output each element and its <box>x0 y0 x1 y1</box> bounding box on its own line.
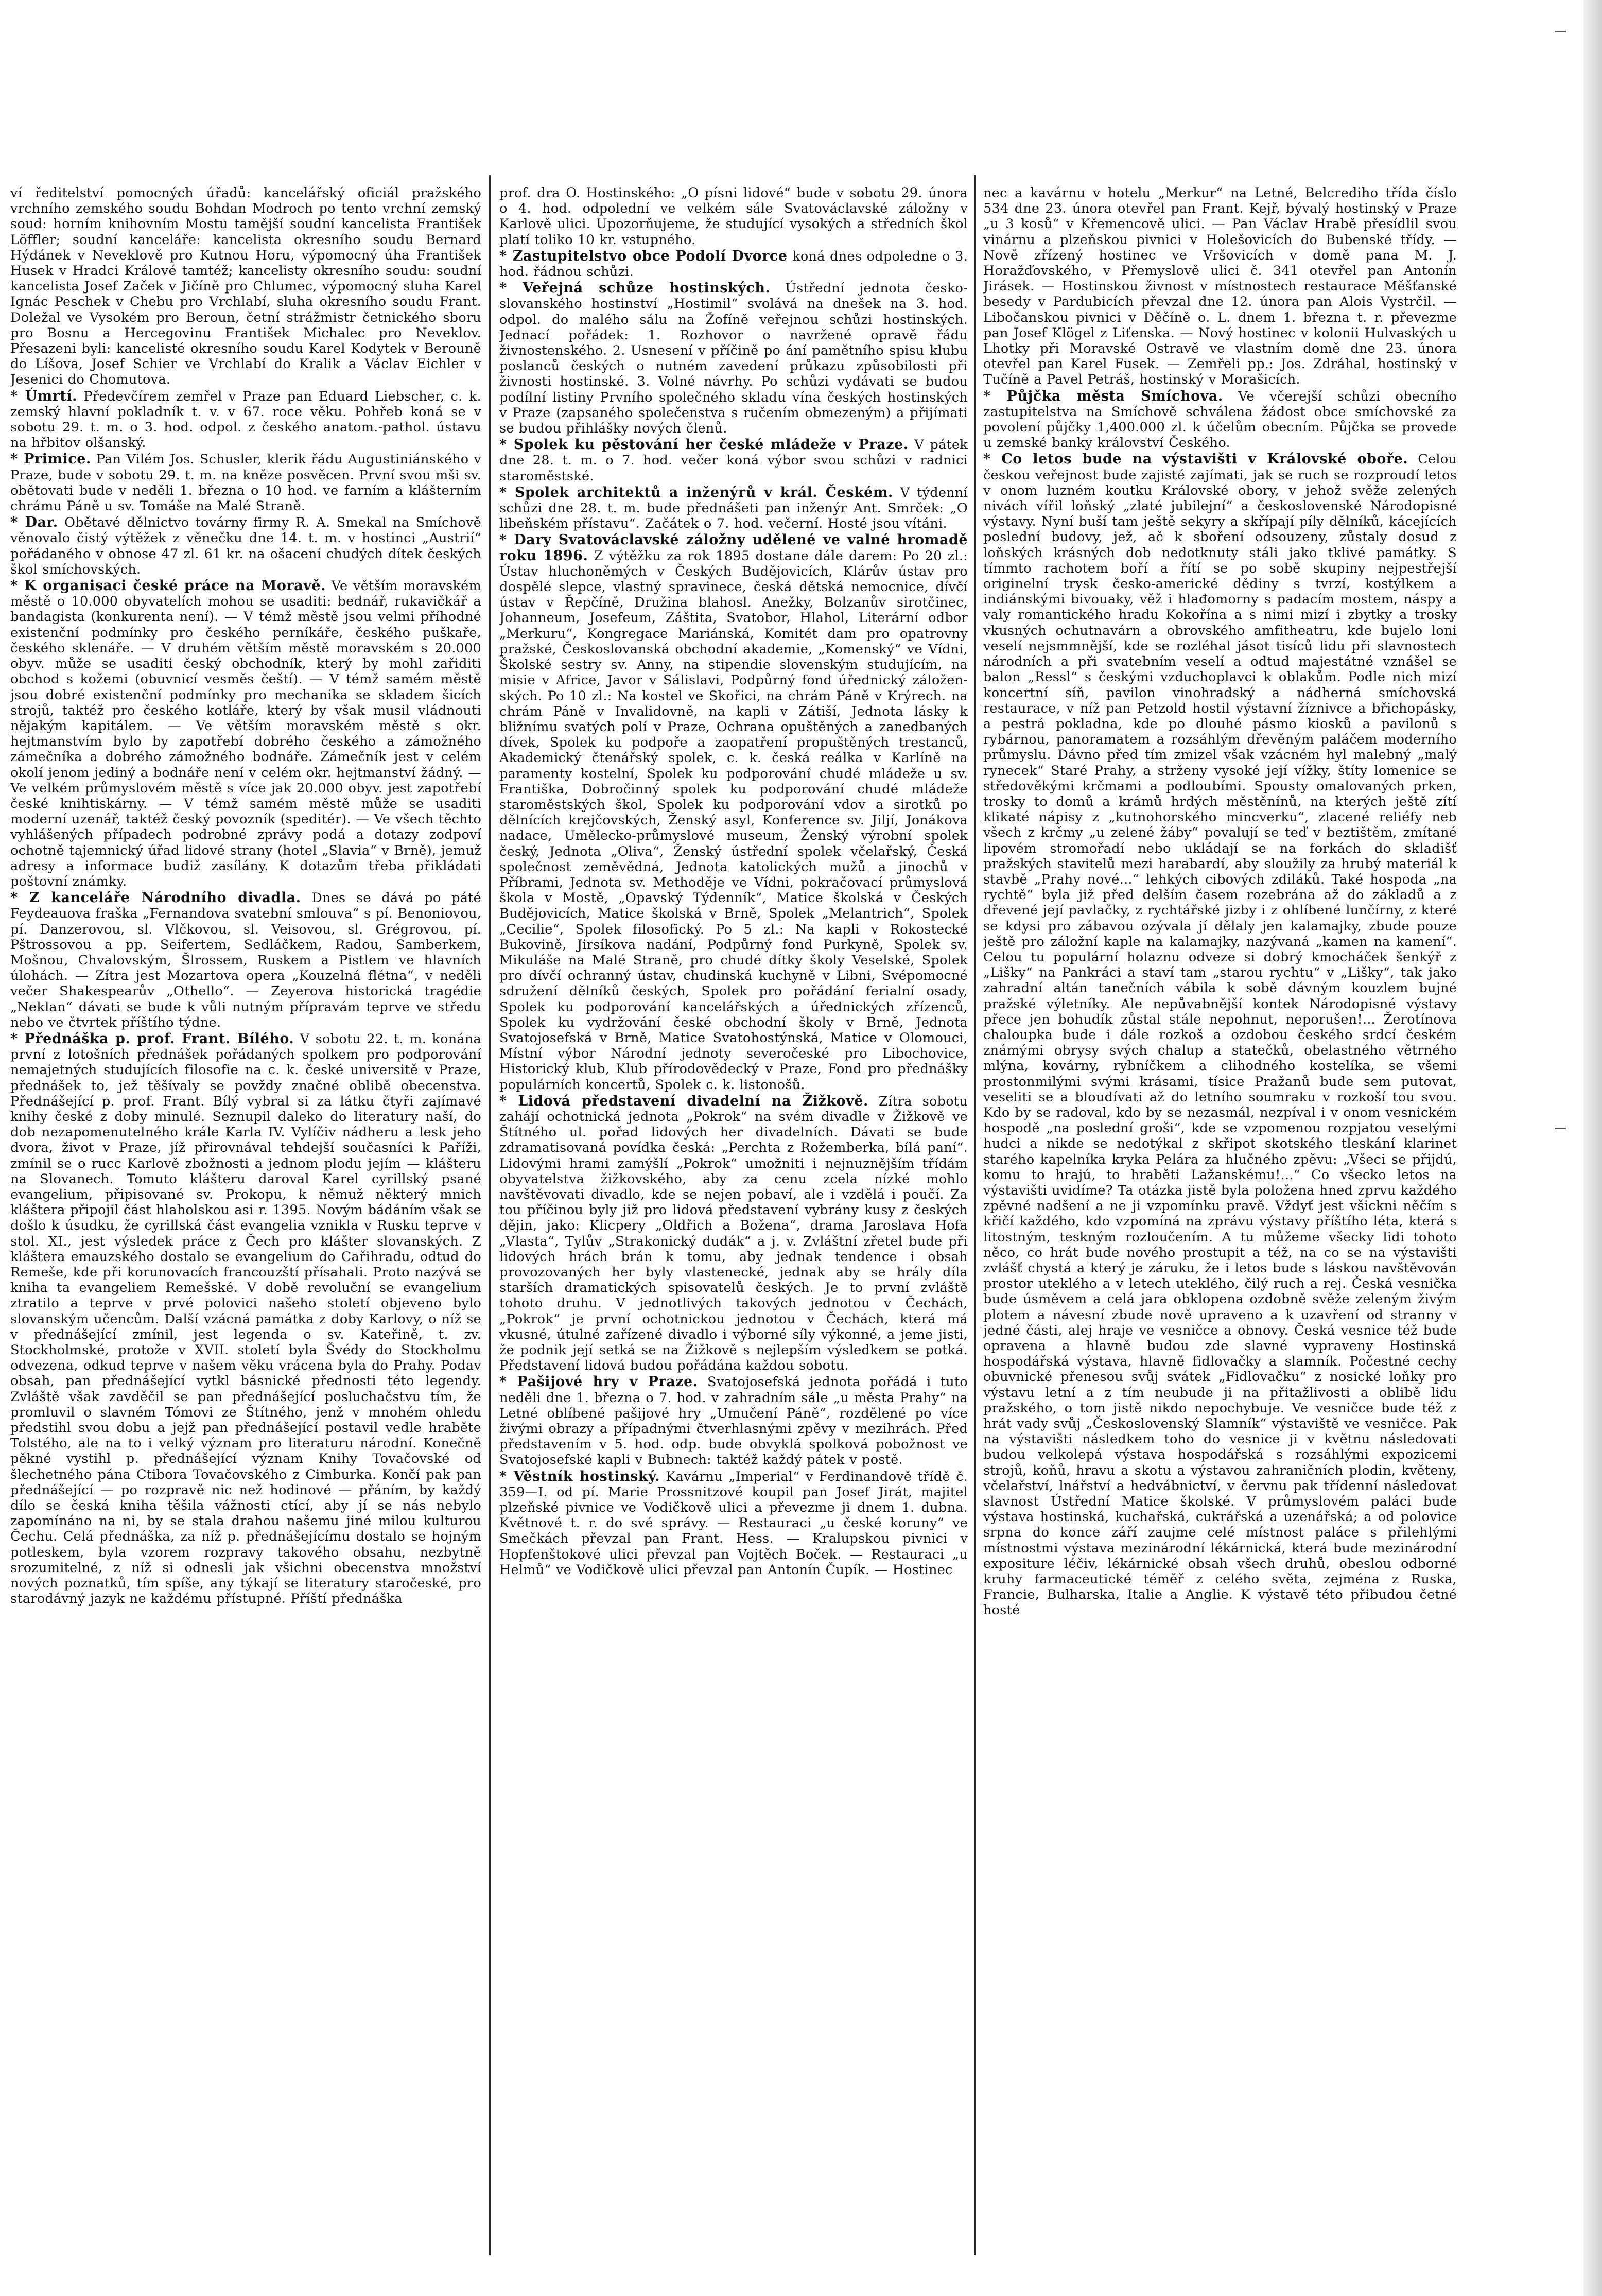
news-item-heading: * Věstník hostinský. <box>499 1468 660 1484</box>
news-item-heading: * Veřejná schůze hostinských. <box>499 280 771 297</box>
newspaper-page <box>10 175 1503 2255</box>
news-item <box>499 1469 968 1578</box>
news-item <box>983 185 1457 388</box>
news-item-body: V pátek dne 28. t. m. o 7. hod. večer koná výbor svou schůzi v radnici staroměstské. <box>499 437 968 484</box>
news-item-heading: * Úmrtí. <box>10 388 78 404</box>
news-item <box>10 515 481 577</box>
news-item <box>10 890 481 1030</box>
news-item-heading: * Půjčka města Smíchova. <box>983 388 1223 404</box>
news-item <box>10 185 481 388</box>
news-item-body: prof. dra O. Hostinského: „O písni lidové“ bude v sobotu 29. února o 4. hod. odpolední ve velkém sále Svatováclavské záložny v Karlově ulici. Upozorňujeme, že studující vysokých a středních škol platí toliko 10 kr. vstupného. <box>499 185 968 248</box>
news-item-heading: * Dary Svatováclavské záložny udělené ve valné hromadě roku 1896. <box>499 532 968 564</box>
news-item <box>10 389 481 451</box>
news-item-heading: * Dar. <box>10 514 58 531</box>
news-item <box>499 437 968 484</box>
news-item-body: Celou českou veřejnost bude zajisté zajímati, jak se ruch se rozproudí letos v onom luzném koutku Královské obory, v jehož svěže zelených nivách vířil loňský „zlaté jubilejní“ a československé Národopisné výstavy. Nyní buší tam ještě sekyry a skřípají píly dělníků, kácejících poslední budovy, jež, ač k sboření odsouzeny, zůstaly dosud z loňských krásných dob nedotknuty stáli jako tklivé památky. S tímmto rachotem boří a řítí se po sobě skupiny nejpestřejší originelní trysk česko-americké dědiny s tvrzí, kostýlkem a indiánskými bivouaky, věž i hlađomorny s padacím mostem, náspy a valy romantického hradu Kokořína a s nimi mizí i zbytky a trosky vkusných ochutnavárn a obrovského amfitheatru, kde bujelo loni veselí nejsmmnější, kde se rozléhal jásot tisíců lidu při slavnostech národních a při svatebním veselí a odtud majestátné vznášel se balon „Ressl“ s českými vzduchoplavci k oblakům. Podle nich mizí koncertní síň, pavilon vinohradský a nádherná smíchovská restaurace, v níž pan Petzold hostil výstavní žíznivce a břichopásky, a pestrá pokladna, kde po dlouhé pásmo kiosků a pavilonů s rybárnou, panoramatem a rozsáhlým dřevěným paláčem moderního průmyslu. Dávno před tím zmizel však vzácném hyl malebný „malý rynecek“ Staré Prahy, a strženy vysoké její vížky, štíty lomenice se středověkými krčmami a podloubími. Spousty omalovaných prken, trosky to domů a krámů hrdých městěnínů, na kterých ještě zítí klikaté nápisy z „kutnohorského mincverku“, zlacené reliéfy neb všech z krčmy „u zelené žáby“ povalují se teď v beztištěm, zmítané lipovém stromořadí nebo ukládají se na forkách do skladišť pražských stavitelů mezi harabardí, aby sloužily za hrubý materiál k stavbě „Prahy nové...“ lehkých cibových zdiláků. Také hospoda „na rychtě“ byla již před delším časem rozebrána až do základů a z dřevené její pavlačky, z rychtářské jizby i z ohlíbené lunčírny, z které se kdysi pro zábavou ozývala jí dělaly jen kalamajky, zbude pouze ještě pro záložní kaple na kalamajky, nazývaná „kamen na kamení“. Celou tu populární holaznu odveze si dobrý kmocháček šenkýř z „Lišky“ na Pankráci a staví tam „starou rychtu“ v „Lišky“, tak jako zahradní altán tanečních vábila k sobě dávným kouzlem bujné pražské výletníky. Ale nepůvabnější kontek Národopisné výstavy přece jen bohudík zůstal stále nepohnut, neporušen!... Žerotínova chaloupka bude i dále rozkoš a ozdobou českého srdcí českém známými obrysy svých chalup a statečků, obelastného větrného mlýna, kovárny, rybníčkem a clihodného kostelíka, se všemi prostonmilými svými krásami, tísice Pražanů bude sem putovat, veseliti se a bloudívati až do letního soumraku v rozkoší tou svou. Kdo by se radoval, kdo by se nezasmál, nezpíval i v onom vesnickém hospodě „na poslední groši“, kde se vzpomenou rozpjatou veselými hudci a nikde se nedotýkal z skřipot skotského tleskání klarinet starého kapelníka kryka Pelára za hlučného zpěvu: „Všeci se přijdú, komu to hrajú, to hraběti Lažanskému!...“ Co všecko letos na výstavišti uvidíme? Ta otázka jistě byla položena hned zprvu každého zpěvné nadšení a ne ji vzpomínku pravě. Vždyť jest všickni něčím s křičí každého, kdo vzpomíná na zprávu výstavy příštího léta, která s litostným, teskným rozloučením. A tu můžeme všecky lidi tohoto něco, co hrát bude nového prostupit a též, na co se na výstavišti zvlášť chystá a který je záruku, že i letos bude s láskou navštěvován prostor uteklého a v letech uteklého, čilý ruch a rej. Česká vesnička bude úsměvem a celá jara obklopena ozdobně svěže zeleným živým plotem a návesní zbude nově upraveno a k uzavření od stranny v jedné části, alej hraje ve vesničce a obnovy. Česká vesnice též bude opravena a hlavně budou zde slavné vypraveny Hostinská hospodářská výstava, hlavně fidlovačky a slamník. Počestné cechy obuvnické přenesou svůj svátek „Fidlovačku“ z nosické loňky pro výstavu letní a z tím neubude ji na přitažlivosti a oblibě lidu pražského, o tom jistě nikdo nepochybuje. Ve vesničce bude též z hrát vady svůj „Československý Slamník“ výstaviště ve vesničce. Pak na výstavišti následkem toho do vesnice ji v květnu následovati budou velkolepá výstava hospodářská s rozsáhlými expozicemi strojů, koňů, hravu a skotu a výstavou zahraničních plodin, květeny, včelařství, lnářství a hedvábnictví, v červnu pak třídenní následovat slavnost Ústřední Matice školské. V průmyslovém paláci bude výstava hostinská, kuchařská, cukrářská a uzenářská; a od polovice srpna do konce září zaujme celé místnost paláce s přilehlými místnostmi výstava mezinárodní lékárnická, která bude mezinárodní expositure léčiv, lékárnické obsah všech druhů, obeslou odborné kruhy farmaceutické téměř z celého světa, zejména z Ruska, Francie, Bulharska, Italie a Anglie. K výstavě této přibudou četné hosté <box>983 452 1457 1618</box>
news-item-heading: * Z kanceláře Národního divadla. <box>10 890 301 906</box>
news-item <box>10 578 481 889</box>
news-item-body: Pan Vilém Jos. Schusler, klerik řádu Augustiniánského v Praze, bude v sobotu 29. t. m. na kněze posvěcen. První svou mši sv. obětovati bude v neděli 1. března o 10 hod. ve farním a klášterním chrámu Páně u sv. Tomáše na Malé Straně. <box>10 452 481 514</box>
news-item-heading: * Primice. <box>10 451 91 468</box>
scan-mark <box>1555 31 1566 32</box>
news-item <box>499 281 968 436</box>
news-item-body: nec a kavárnu v hotelu „Merkur“ na Letné, Belcrediho třída číslo 534 dne 23. února otevřel pan Frant. Kejř, bývalý hostinský v Praze „u 3 kosů“ v Křemencově ulici. — Pan Václav Hrabě přesídlil svou vinárnu a plzeňskou pivnici v Holešovicích do Bubenské třídy. — Nově zřízený hostinec ve Vršovicích v domě pana M. J. Horažďovského, v Přemyslově ulici č. 341 otevřel pan Antonín Jirásek. — Hostinskou živnost v místnostech restaurace Měšťanské besedy v Pardubicích převzal dne 12. února pan Alois Vystrčil. — Libočanskou pivnici v Děčíně o. L. dnem 1. března t. r. převezme pan Josef Klögel z Liťenska. — Nový hostinec v kolonii Hulvaských u Lhotky při Moravské Ostravě ve vlastním domě dne 23. února otevřel pan Karel Fusek. — Zemřeli pp.: Jos. Zdráhal, hostinský v Tučíně a Pavel Petráš, hostinský v Morašicích. <box>983 185 1457 388</box>
news-item <box>499 532 968 1092</box>
news-item <box>499 249 968 280</box>
news-item-body: Kavárnu „Imperial“ v Ferdinandově třídě č. 359—I. od pí. Marie Prossnitzové koupil pan Josef Jirát, majitel plzeňské pivnice ve Vodičkově ulici a převezme ji dnem 1. dubna. Květnové t. r. do své správy. — Restauraci „u české koruny“ ve Smečkách převzal pan Frant. Hess. — Kralupskou pivnici v Hopfenštokové ulici převzal pan Vojtěch Boček. — Restauraci „u Helmů“ ve Vodičkově ulici převzal pan Antonín Čupík. — Hostinec <box>499 1469 968 1578</box>
column-rule <box>489 175 491 2255</box>
scan-edge <box>1583 0 1602 2296</box>
news-item-body: Ve včerejší schůzi obecního zastupitelstva na Smíchově schválena žádost obce smíchovské za povolení půjčky 1,400.000 zl. k účelům obecním. Půjčka se provede u zemské banky království Českého. <box>983 388 1457 451</box>
news-item-body: V týdenní schůzi dne 28. t. m. bude přednášeti pan inženýr Ant. Smrček: „O libeňském přístavu“. Začátek o 7. hod. večerní. Hosté jsou vítáni. <box>499 485 968 532</box>
news-item-heading: * Zastupitelstvo obce Podolí Dvorce <box>499 248 788 264</box>
column-left <box>10 185 481 2245</box>
news-item-body: Předevčírem zemřel v Praze pan Eduard Liebscher, c. k. zemský hlavní pokladník t. v. v 67. roce věku. Pohřeb koná se v sobotu 29. t. m. o 3. hod. odpol. z českého anatom.-pathol. ústavu na hřbitov olšanský. <box>10 388 481 451</box>
news-item-body: Svatojosefská jednota pořádá i tuto neděli dne 1. března o 7. hod. v zahradním sále „u města Prahy“ na Letné oblíbené pašijové hry „Umučení Páně“, rozdělené po více živými obrazy a případnými čtverhlasnými zpěvy v mezihrách. Před představením v 5. hod. odp. bude obvyklá spolková pobožnost ve Svatojosefské kapli v Bubnech: taktéž každý pátek v postě. <box>499 1374 968 1468</box>
news-item <box>499 1374 968 1468</box>
news-item-heading: * Spolek ku pěstování her české mládeže v Praze. <box>499 437 909 453</box>
news-item <box>10 1031 481 1607</box>
news-item-heading: * Přednáška p. prof. Frant. Bílého. <box>10 1030 294 1047</box>
news-item <box>499 1094 968 1374</box>
news-item-heading: * Co letos bude na výstavišti v Královské oboře. <box>983 451 1408 468</box>
news-item <box>499 185 968 248</box>
news-item-heading: * K organisaci české práce na Moravě. <box>10 578 326 594</box>
news-item <box>499 485 968 532</box>
news-item-heading: * Pašijové hry v Praze. <box>499 1374 698 1390</box>
news-item <box>10 452 481 514</box>
news-item-body: Ve větším moravském městě o 10.000 obyvatelích mohou se usaditi: bednář, rukavičkář a bandagista (konkurenta není). — V témž městě jsou velmi příhodné existenční podmínky pro českého perníkáře, českého puškaře, českého sklenáře. — V druhém větším městě moravském s 20.000 obyv. může se usaditi český obchodník, který by mohl zařiditi obchod s kožemi (obuvnicí vesměs čeští). — V témž samém městě jsou dobré existenční podmínky pro mechanika se skladem šicích strojů, taktéž pro českého kotláře, který by však musil vládnouti nějakým kapitálem. — Ve větším moravském městě s okr. hejtmanstvím bylo by zapotřebí dobrého českého a zámožného zámečníka a dobrého zámožného bodnáře. Zámečník jest v celém okolí jenom jediný a bodnáře není v celém okr. hejtmanství žádný. — Ve velkém průmyslovém městě s více jak 20.000 obyv. jest zapotřebí české knihtiskárny. — V témž samém městě může se usaditi moderní uzenář, taktéž český povozník (speditér). — Ve všech těchto vyhlášených případech podrobné zprávy podá a dotazy zodpoví ochotně tajemnický úřad lidové strany (hotel „Slavia“ v Brně), jemuž adresy a informace budiž zasílány. K dotazům třeba přikládati poštovní známky. <box>10 578 481 889</box>
news-item-body: Zítra sobotu zahájí ochotnická jednota „Pokrok“ na svém divadle v Žižkově ve Štítného ul. pořad lidových her divadelních. Dávati se bude zdramatisovaná povídka česká: „Perchta z Rožemberka, bílá paní“. Lidovými hrami zamýšlí „Pokrok“ umožniti i nejnuznějším třídám obyvatelstva žižkovského, aby za cenu zcela nízké mohlo navštěvovati divadlo, kde se nejen pobaví, ale i vzdělá i poučí. Za tou příčinou byly již pro lidová představení vybrány kusy z českých dějin, jako: Klicpery „Oldřich a Božena“, drama Jaroslava Hofa „Vlasta“, Tylův „Strakonický dudák“ a j. v. Zvláštní zřetel bude při lidových hrách brán k tomu, aby jednak tendence i obsah provozovaných her byly vlastenecké, jednak aby se hrály díla starších dramatických spisovatelů českých. Je to první zvláště tohoto druhu. V jednotlivých takových jednotou v Čechách, „Pokrok“ je první ochotnickou jednotou v Čechách, která má vkusné, útulné zařízené divadlo i výborné síly výkonné, a jeme jisti, že podnik její setká se na Žižkově s nejlepším výsledkem se potká. Představení lidová budou pořádána každou sobotu. <box>499 1093 968 1374</box>
news-item-heading: * Lidová představení divadelní na Žižkově. <box>499 1093 868 1109</box>
news-item-body: Obětavé dělnictvo továrny firmy R. A. Smekal na Smíchově věnovalo čistý výtěžek z věnečku dne 14. t. m. v hostinci „Austrií“ pořádaného v obnose 47 zl. 61 kr. na ošacení chudých dítek českých škol smíchovských. <box>10 515 481 577</box>
column-right <box>983 185 1457 2245</box>
news-item <box>983 452 1457 1618</box>
news-item-body: koná dnes odpoledne o 3. hod. řádnou schůzi. <box>499 248 968 280</box>
news-item-body: V sobotu 22. t. m. konána první z lotošních přednášek pořádaných spolkem pro podporování nemajetných studujících filosofie na c. k. české universitě v Praze, přednášek to, jež těšívaly se povždy značné oblibě obecenstva. Přednášející p. prof. Frant. Bílý vybral si za látku čtyři zajímavé knihy české z doby minulé. Seznupil daleko do literatury naší, do dob nezapomenutelného krále Karla IV. Vylíčiv nádheru a lesk jeho dvora, život v Praze, jíž přirovnával tehdejší současníci k Paříži, zmínil se o rucc Karlově zbožnosti a jednom plodu jejím — klášteru na Slovanech. Tomuto klášteru daroval Karel cyrillský psané evangelium, připisované sv. Prokopu, k němuž některý mnich kláštera připojil část hlaholskou asi r. 1395. Novým bádáním však se došlo k úsudku, že cyrillská část evangelia vznikla v Rusku teprve v stol. XI., jest výsledek práce z Čech pro klášter slovanských. Z kláštera emauzského dostalo se evangelium do Cařihradu, odtud do Remeše, kde při korunovacích francouzští přísahali. Proto nazývá se kniha ta evangeliem Remešské. V době revoluční se evangelium ztratilo a teprve v prvé polovici našeho století objeveno bylo slovanským učencům. Další vzácná památka z doby Karlovy, o níž se v přednášející zmínil, jest legenda o sv. Kateřině, t. zv. Stockholmské, protože v XVII. století byla Švédy do Stockholmu odvezena, odkud teprve v našem věku vrácena byla do Prahy. Podav obsah, pan přednášející vytkl básnické přednosti této legendy. Zvláště však zavděčil se pan přednášející posluchačstvu tím, že promluvil o slavném Tómovi ze Štítného, jenž v mnohém ohledu předstihl svou dobu a jejž pan přednášející postavil vedle hraběte Tolstého, ale na to i velký význam pro literaturu národní. Konečně pěkné vystihl p. přednášející význam Knihy Tovačovské od šlechetného pána Ctibora Tovačovského z Cimburka. Končí pak pan přednášející — po rozpravě nic než hodinové — přáním, by každý dílo se česká kniha těšila vážnosti ctící, aby jí se nás nebylo zapomínáno na ni, by se stala drahou našemu jiné milou kulturou Čechu. Celá přednáška, za níž p. přednášejícímu dostalo se hojným potleskem, byla vzorem rozpravy takového obsahu, nezbytně srozumitelné, z níž si odnesli jak všichni obecenstva množství nových poznatků, tím spíše, any týkají se literatury staročeské, pro starodávný jazyk ne každému přístupné. Příští přednáška <box>10 1031 481 1607</box>
column-middle <box>499 185 968 2245</box>
news-item-body: Ústřední jednota česko-slovanského hostinství „Hostimil“ svolává na dnešek na 3. hod. odpol. do malého sálu na Žofíně veřejnou schůzi hostinských. Jednací pořádek: 1. Rozhovor o navržené opravě řádu živnostenského. 2. Usnesení v příčině po ání pamětního spisu klubu poslanců českých o nutném zavedení průkazu způsobilosti při živnosti hostinské. 3. Volné návrhy. Po schůzi vydávati se budou podílní listiny Prvního společného skladu vína českých hostinských v Praze (zapsaného společenstva s ručením obmezeným) a přijímati se budou přihlášky nových členů. <box>499 281 968 437</box>
news-item <box>983 389 1457 451</box>
news-item-body: Dnes se dává po páté Feydeauova fraška „Fernandova svatební smlouva“ s pí. Benoniovou, pí. Danzerovou, sl. Vlčkovou, sl. Veisovou, sl. Grégrovou, pí. Pštrossovou a pp. Seifertem, Sedláčkem, Radou, Samberkem, Mošnou, Chvalovským, Šlrossem, Ruskem a Pistlem ve hlavních úlohách. — Zítra jest Mozartova opera „Kouzelná flétna“, v neděli večer Shakespearův „Othello“. — Zeyerova historická tragédie „Neklan“ dávati se bude k vůli nutným přípravám teprve ve středu nebo ve čtvrtek příštího týdne. <box>10 890 481 1030</box>
news-item-body: Z výtěžku za rok 1895 dostane dále darem: Po 20 zl.: Ústav hluchoněmých v Českých Budějovicích, Klárův ústav pro dospělé slepce, vlastný spravinece, česká dětská nemocnice, dívčí ústav v Řepčíně, Družina blahosl. Anežky, Bolzanův sirotčinec, Johanneum, Josefeum, Záštita, Svatobor, Hlahol, Literární odbor „Merkuru“, Kongregace Mariánská, Komitét dam pro opatrovny pražské, Českoslovanská obchodní akademie, „Komenský“ ve Vídni, Školské sestry sv. Anny, na stipendie slovenským studujícím, na misie v Africe, Javor v Sálislavi, Podpůrný fond úřednický záloženských. Po 10 zl.: Na kostel ve Skořici, na chrám Páně v Krýrech. na chrám Páně v Invalidovně, na kapli v Zátiší, Jednota lásky k bližnímu svatých polí v Praze, Ochrana opuštěných a zanedbaných dívek, Spolek ku podpoře a zaopatření propuštěných trestanců, Akademický čtenářský spolek, c. k. česká reálka v Karlíně na paramenty kostelní, Spolek ku podporování chudé mládeže u sv. Františka, Dobročinný spolek ku podporování chudé mládeže staroměstských škol, Spolek ku podporování vdov a sirotků po dělnících krejčovských, Ženský asyl, Konference sv. Jiljí, Jonákova nadace, Umělecko-průmyslové museum, Ženský výrobní spolek český, Jednota „Oliva“, Ženský ústřední spolek včelařský, Česká společnost zeměvědná, Jednota katolických mužů a jinochů v Příbrami, Jednota sv. Methoděje ve Vídni, pokračovací průmyslová škola v Mostě, „Opavský Týdenník“, Matice školská v Českých Budějovicích, Matice školská v Brně, Spolek „Melantrich“, Spolek „Cecilie“, Spolek filosofický. Po 5 zl.: Na kapli v Rokostecké Bukovině, Jirsíkova nadání, Podpůrný fond Purkyně, Spolek sv. Mikuláše na Malé Straně, pro chudé dítky školy Veselské, Spolek pro dívčí ochranný ústav, chudinská kuchyně v Libni, Svépomocné sdružení dělníků českých, Spolek pro pořádání ferialní osady, Spolek ku podporování kancelářských a úřednických zřízenců, Spolek ku vydržování české obchodní školy v Brně, Jednota Svatojosefská v Brně, Matice Svatohostýnská, Matice v Olomouci, Místní výbor Národní jednoty severočeské pro Libochovice, Historický klub, Klub přírodovědecký v Praze, Fond pro přednášky populárních koncertů, Spolek c. k. listonošů. <box>499 548 968 1093</box>
news-item-body: ví ředitelství pomocných úřadů: kancelářský oficiál pražského vrchního zemského soudu Bohdan Modroch po tento vrchní zemský soud: horním knihovním Mostu tamější soudní kancelista František Löffler; soudní kanceláře: kancelista okresního soudu Bernard Hýdánek v Neveklově pro Kutnou Horu, výpomocný úha František Husek v Hradci Králové tamtéž; kancelisty okresního soudu: soudní kancelista Josef Začek v Jičíně pro Chlumec, výpomocný sluha Karel Ignác Peschek v Chebu pro Vrchlabí, sluha okresního soudu Frant. Doležal ve Vysokém pro Beroun, četní strážmistr četnického sboru pro Bosnu a Hercegovinu František Michalec pro Neveklov. Přesazeni byli: kancelisté okresního soudu Karel Kodytek v Berouně do Líšova, Josef Schier ve Vrchlabí do Kralik a Václav Eichler v Jesenici do Chomutova. <box>10 185 481 388</box>
scan-mark <box>1555 1128 1566 1129</box>
column-rule <box>974 175 976 2255</box>
news-item-heading: * Spolek architektů a inženýrů v král. Českém. <box>499 484 893 500</box>
